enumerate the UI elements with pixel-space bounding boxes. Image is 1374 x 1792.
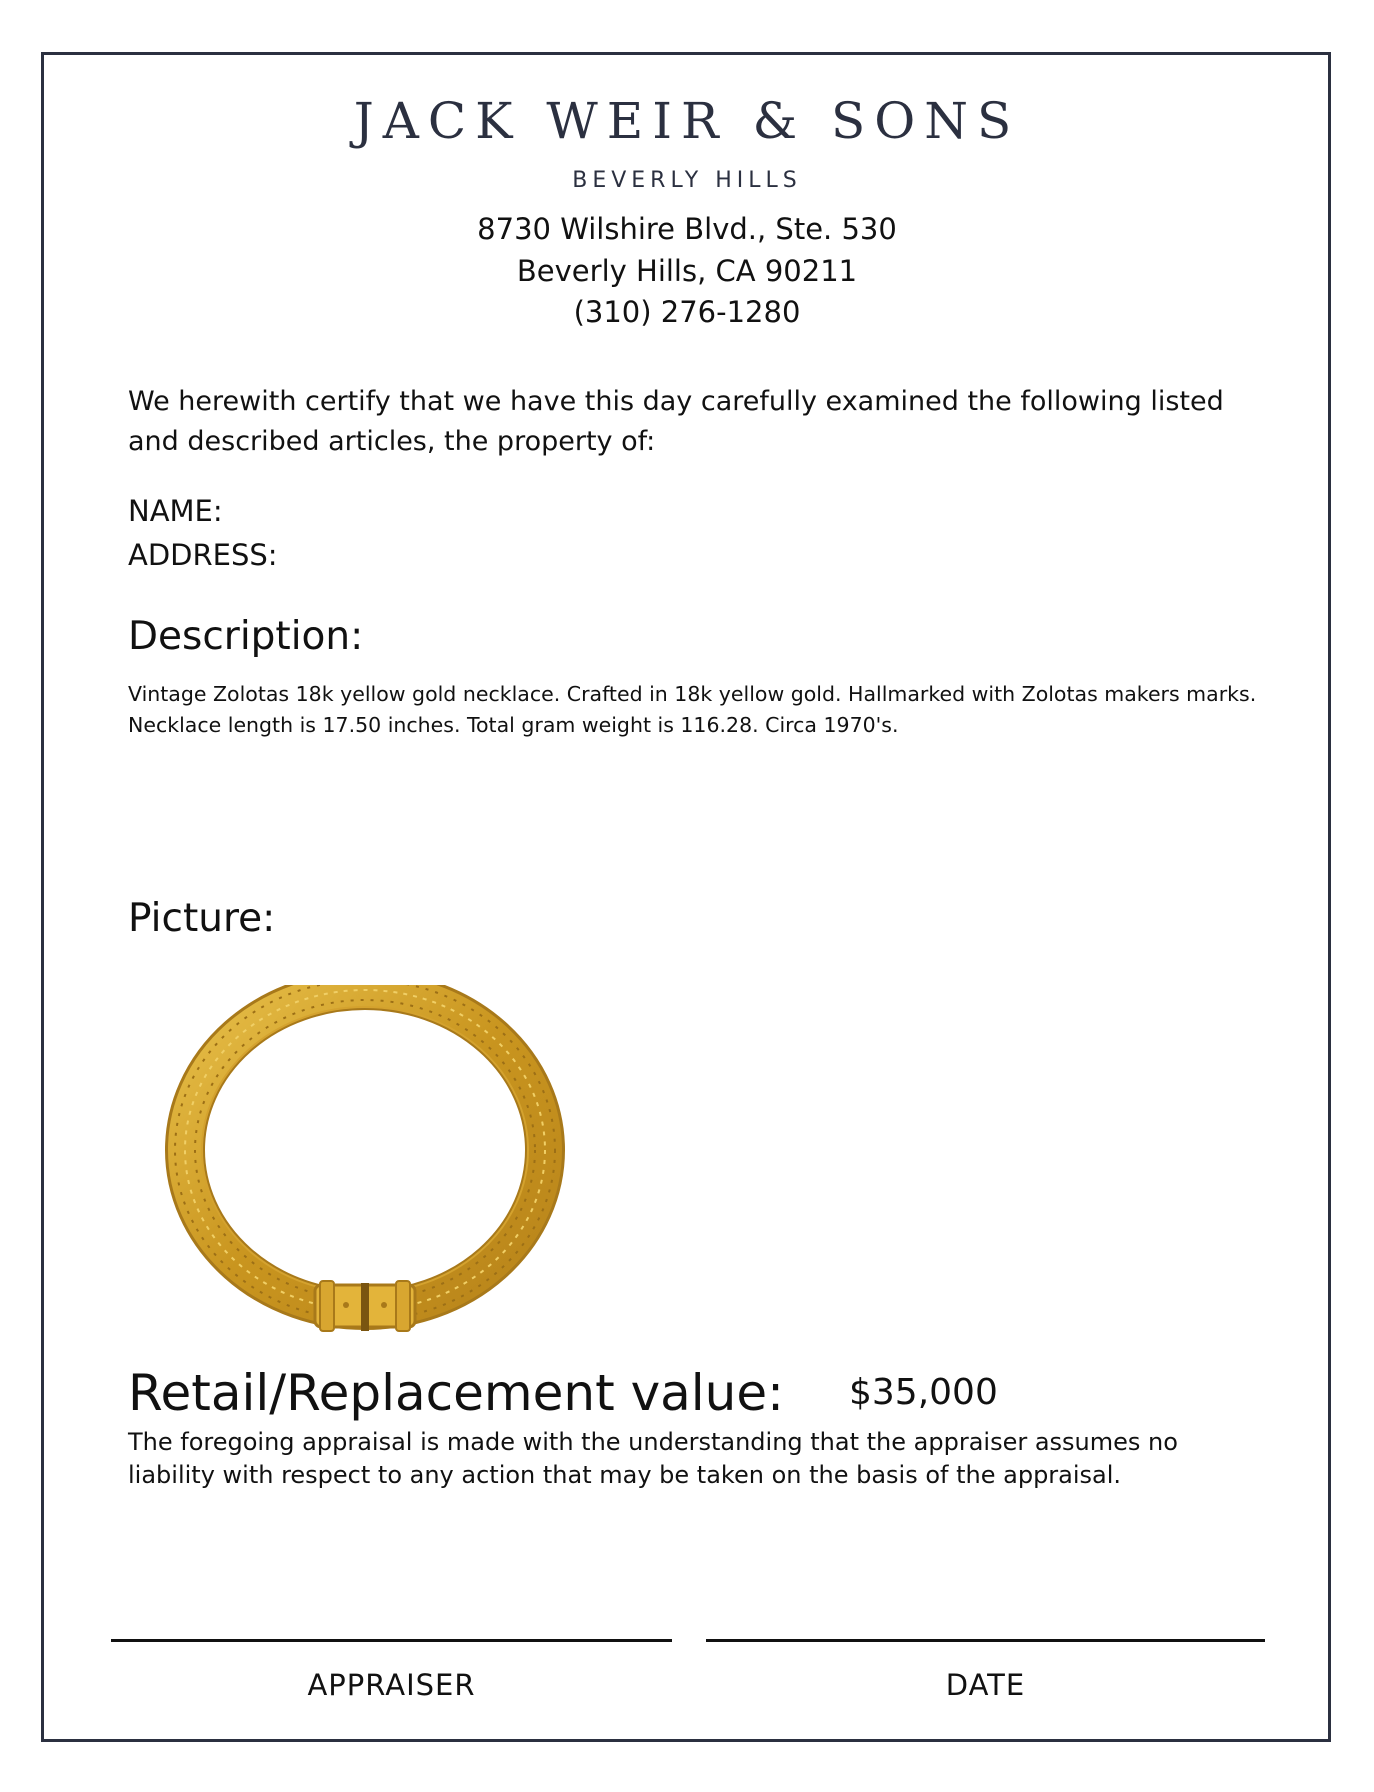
value-heading: Retail/Replacement value: xyxy=(128,1364,784,1422)
date-label: DATE xyxy=(945,1668,1026,1702)
company-logo-text: JACK WEIR & SONS xyxy=(353,92,1021,150)
phone-number: (310) 276-1280 xyxy=(573,295,801,329)
appraiser-label: APPRAISER xyxy=(307,1668,476,1702)
name-label: NAME: xyxy=(128,494,223,528)
appraisal-disclaimer: The foregoing appraisal is made with the understanding that the appraiser assumes no liability with respect to any action that may be taken on the basis of the appraisal. xyxy=(128,1428,1178,1489)
necklace-image xyxy=(160,985,570,1335)
date-signature-line xyxy=(706,1639,1265,1642)
description-heading: Description: xyxy=(128,614,364,659)
certification-statement: We herewith certify that we have this day carefully examined the following listed and described articles, the property of: xyxy=(128,386,1224,457)
address-line-2: Beverly Hills, CA 90211 xyxy=(516,254,858,288)
gold-necklace-illustration xyxy=(160,985,570,1335)
company-location: BEVERLY HILLS xyxy=(572,168,802,193)
address-line-1: 8730 Wilshire Blvd., Ste. 530 xyxy=(477,212,897,246)
appraiser-signature-line xyxy=(111,1639,672,1642)
description-text: Vintage Zolotas 18k yellow gold necklace. Crafted in 18k yellow gold. Hallmarked with Zolotas makers marks. Necklace length is 17.50 inches. Total gram weight is 116.28. Circa 1970's. xyxy=(128,682,1257,737)
address-label: ADDRESS: xyxy=(128,538,278,572)
value-amount: $35,000 xyxy=(849,1372,998,1413)
picture-heading: Picture: xyxy=(128,896,276,941)
